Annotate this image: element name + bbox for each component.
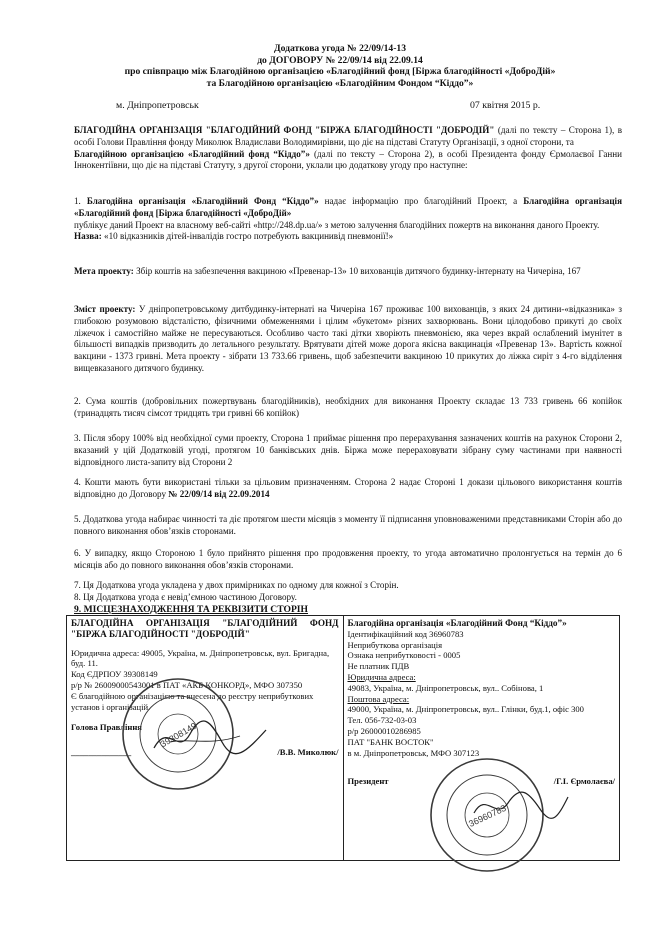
- party2-legal-address: 49083, Україна, м. Дніпропетровськ, вул.. Собінова, 1: [347, 682, 544, 693]
- party2-id-code: Ідентифікаційний код 36960783: [347, 628, 464, 639]
- party2-bank: ПАТ "БАНК ВОСТОК": [347, 736, 434, 747]
- party2-bank-city: в м. Дніпропетровськ, МФО 307123: [347, 747, 480, 758]
- party2-nonprofit: Неприбуткова організація: [347, 639, 443, 650]
- paragraph-6: 6. У випадку, якщо Стороною 1 було прийнято рішення про продовження проекту, то угода автоматично пролонгується на термін до 6 місяців або до повного виконання обов’язків сторонами.: [74, 548, 622, 570]
- intro-org2: Благодійною організацією «Благодійний фонд “Кіддо”»: [74, 148, 310, 159]
- party1-sign-row: [71, 747, 339, 758]
- party2-phone: Тел. 056-732-03-03: [347, 715, 417, 726]
- paragraph-8: 8. Ця Додаткова угода є невід’ємною частиною Договору.: [74, 592, 297, 602]
- goal-label: Мета проекту:: [74, 266, 134, 276]
- paragraph-5: 5. Додаткова угода набирає чинності та діє протягом шести місяців з моменту її підписання уповноваженими представниками Сторін або до повного виконання обов’язків сторонами.: [74, 514, 622, 536]
- p1-num: 1.: [74, 196, 87, 206]
- party1-sign-title: Голова Правління: [71, 722, 142, 733]
- content-text: У дніпропетровському дитбудинку-інтернаті на Чичеріна 167 проживає 100 вихованців, з яких 24 дитини-«відказника» з глибокою розумовою відсталістю, фізичними обмеженнями і цілим «букетом» різних захворювань. Вони цілодобово прикуті до своїх ліжечок і самостійно майже не пересуваються. Особливо часто такі дітки хворіють пневмонією, яка через вкрай ослаблений імунітет в більшості випадків призводить до летального результату. Врятувати дітей може дорога якісна вакцинація «Превенар 13». Вартість кожної вакцини - 1373 гривні. Мета проекту - зібрати 13 733.66 гривень, щоб забезпечити вакциною 10 прикутих до ліжка сиріт з 4-го відділення вищевказаного дитячого будинку.: [74, 304, 622, 373]
- svg-text:36960783: 36960783: [467, 802, 508, 829]
- party1-name: БЛАГОДІЙНА ОРГАНІЗАЦІЯ "БЛАГОДІЙНИЙ ФОНД "БІРЖА БЛАГОДІЙНОСТІ "ДОБРОДІЙ": [71, 618, 339, 639]
- p1-mid: надає інформацію про благодійний Проект, а: [318, 196, 524, 206]
- paragraph-1: [74, 196, 622, 243]
- party2-sign-name: /Г.І. Єрмолаєва/: [553, 776, 615, 787]
- paragraph-2: 2. Сума коштів (добровільних пожертвувань благодійників), необхідних для виконання Проекту складає 13 733 гривень 66 копійок (тринадцять тисяч сімсот тридцять три гривні 66 копійок): [74, 396, 622, 418]
- goal-paragraph: [74, 266, 622, 278]
- intro-paragraph: [74, 125, 622, 172]
- party2-sign-row: [348, 776, 616, 787]
- place-text: м. Дніпропетровськ: [116, 100, 199, 111]
- p1-name-label: Назва:: [74, 231, 102, 242]
- p1-text: публікує даний Проект на власному веб-сайті «http://248.dp.ua/» з метою залучення благодійних пожертв на виконання даного Проекту.: [74, 219, 600, 230]
- header-title: [60, 43, 620, 89]
- header-line-3: про співпрацю між Благодійною організацією «Благодійний фонд [Біржа благодійності «ДоброДій»: [124, 66, 556, 77]
- party1-address: Юридична адреса: 49005, Україна, м. Дніпропетровськ, вул. Бригадна, буд. 11.: [71, 647, 330, 669]
- party2-postal-address: 49000, Україна, м. Дніпропетровськ, вул.. Глінки, буд.1, офіс 300: [347, 704, 584, 715]
- paragraph-7: 7. Ця Додаткова угода укладена у двох примірниках по одному для кожної з Сторін.: [74, 580, 399, 590]
- content-paragraph: [74, 304, 622, 375]
- party1-edrpou: Код ЄДРПОУ 39308149: [71, 669, 158, 680]
- content-label: Зміст проекту:: [74, 304, 136, 314]
- intro-text1: (далі по тексту – Сторона 1), в особі Голови Правління фонду Миколюк Владислави Володимирівни, що діє на підставі Статуту Організації, з одної сторони, та: [74, 125, 622, 147]
- party1-sign-name: /В.В. Миколюк/: [277, 747, 339, 758]
- party2-account: р/р 26000010286985: [347, 725, 421, 736]
- party2-name: Благодійна організація «Благодійний Фонд “Кіддо”»: [347, 618, 567, 628]
- svg-text:39308149: 39308149: [158, 720, 199, 750]
- p1-org1: Благодійна організація «Благодійний фонд [Біржа благодійності «ДоброДій»: [74, 196, 623, 218]
- p1-name-value: «10 відказників дітей-інвалідів гостро потребують вакцинивід пневмонії!»: [101, 231, 394, 242]
- party1-registry: Є благодійною організацією та внесена до реєстру неприбуткових установ і організацій.: [71, 690, 314, 712]
- paragraph-4: [74, 477, 622, 501]
- party1-signature-line: ______________: [71, 747, 132, 758]
- paragraph-3: 3. Після збору 100% від необхідної суми проекту, Сторона 1 приймає рішення про перерахування зазначених коштів на рахунок Сторони 2, вказаний у цій Додатковій угоді, протягом 10 банківських днів. Біржа може перераховувати зібрану суму частинами при наявності відповідного листа-запиту від Сторони 2: [74, 433, 622, 467]
- party2-postal-label: Поштова адреса:: [347, 693, 410, 704]
- date-text: 07 квітня 2015 р.: [470, 100, 541, 111]
- intro-text2: (далі по тексту – Сторона 2), в особі Президента фонду Єрмолаєвої Ганни Іннокентіївни, що діє на підставі Статуту, з другої сторони, уклали цю додаткову угоду про наступне:: [74, 148, 622, 171]
- goal-text: Збір коштів на забезпечення вакциною «Превенар-13» 10 вихованців дитячого будинку-інтернату на Чичеріна, 167: [133, 266, 581, 276]
- section-9-title: 9. МІСЦЕЗНАХОДЖЕННЯ ТА РЕКВІЗИТИ СТОРІН: [74, 604, 309, 615]
- party2-nonprofit-sign: Ознака неприбутковості - 0005: [347, 650, 461, 661]
- p1-org2: Благодійна організація «Благодійний Фонд “Кіддо”»: [86, 196, 319, 206]
- party2-vat: Не платник ПДВ: [347, 661, 410, 672]
- intro-org1: БЛАГОДІЙНА ОРГАНІЗАЦІЯ "БЛАГОДІЙНИЙ ФОНД "БІРЖА БЛАГОДІЙНОСТІ "ДОБРОДІЙ": [74, 125, 495, 135]
- party1-cell: [67, 616, 344, 861]
- header-line-1: Додаткова угода № 22/09/14-13: [274, 43, 406, 54]
- header-line-2: до ДОГОВОРУ № 22/09/14 від 22.09.14: [257, 54, 423, 66]
- party2-legal-label: Юридична адреса:: [347, 671, 416, 682]
- p4-ref: № 22/09/14 від 22.09.2014: [168, 488, 270, 499]
- p4-text: 4. Кошти мають бути використані тільки за цільовим призначенням. Сторона 2 надає Стороні 1 докази цільового використання коштів відповідно до Договору: [74, 477, 622, 499]
- header-line-4: та Благодійною організацією «Благодійним Фондом “Кіддо”»: [206, 77, 474, 89]
- requisites-table: [66, 615, 620, 861]
- party2-sign-title: Президент: [347, 776, 389, 787]
- party1-account: р/р № 26009000543001 в ПАТ «АКБ КОНКОРД», МФО 307350: [71, 679, 303, 690]
- party2-cell: [343, 616, 620, 861]
